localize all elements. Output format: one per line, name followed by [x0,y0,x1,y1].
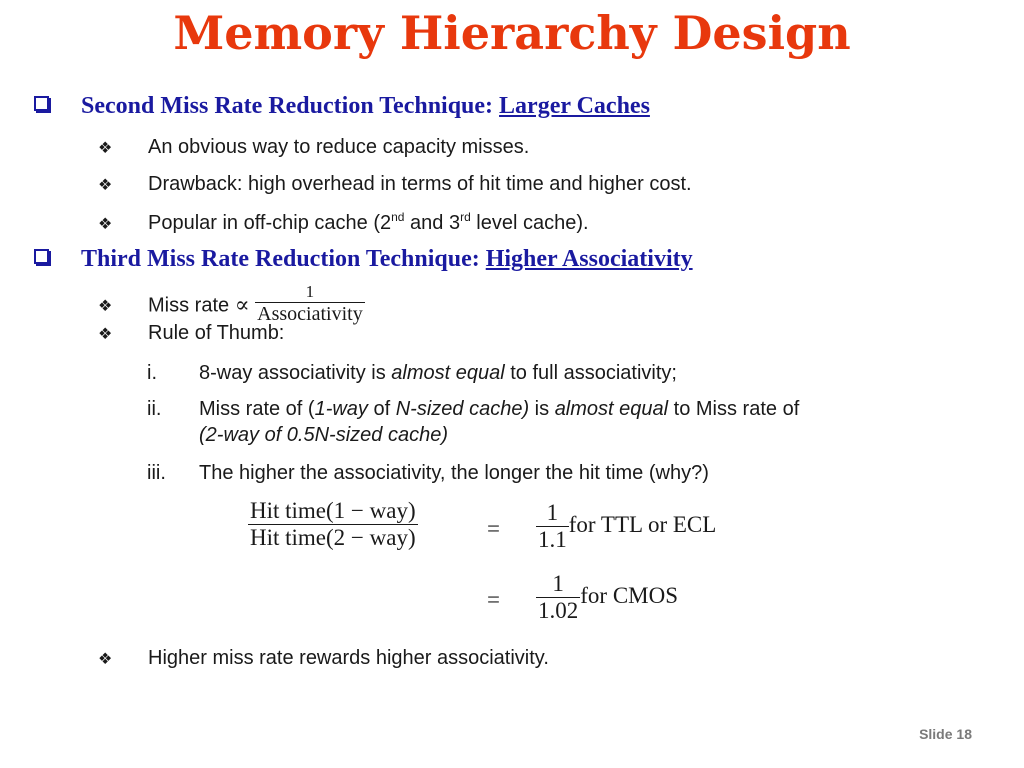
hit-time-ratio-fraction [248,498,418,551]
item-number: iii. [147,462,166,484]
ttl-numerator: 1 [536,500,569,527]
ttl-denominator: 1.1 [538,527,567,552]
heading-link-higher-associativity[interactable]: Higher Associativity [485,246,693,272]
bullet-text: An obvious way to reduce capacity misses. [148,136,530,158]
cmos-label: for CMOS [580,582,679,608]
rule-item-iii [147,462,709,485]
equals-sign: = [487,587,500,612]
bullet-item [98,136,529,159]
diamond-bullet-icon: ❖ [98,216,113,233]
cmos-fraction [536,571,580,624]
diamond-bullet-icon: ❖ [98,326,113,343]
hit-time-numerator: Hit time(1 − way) [250,498,416,523]
diamond-bullet-icon: ❖ [98,298,113,316]
item-continuation: (2-way of 0.5N-sized cache) [199,424,448,446]
slide-number-value: 18 [956,726,972,742]
item-text: 8-way associativity is [199,362,392,384]
bullet-text: Rule of Thumb: [148,322,285,344]
diamond-bullet-icon: ❖ [98,177,113,194]
checkbox-bullet-icon [34,249,49,264]
cmos-numerator: 1 [536,571,580,598]
item-text: of [367,398,396,420]
item-text: is [529,398,555,420]
bullet-text: level cache). [470,212,589,234]
cmos-denominator: 1.02 [538,598,579,623]
heading-text: Second Miss Rate Reduction Technique: [81,93,494,119]
slide-label: Slide [919,726,953,742]
bullet-text: Popular in off-chip cache (2 [148,212,392,234]
item-text: to Miss rate of [668,398,800,420]
item-text: The higher the associativity, the longer the hit time (why?) [199,462,709,484]
diamond-bullet-icon: ❖ [98,651,113,668]
ttl-label: for TTL or ECL [568,511,717,537]
ratio-ttl-ecl [536,500,716,553]
miss-rate-fraction [255,282,365,326]
hit-time-fraction [248,498,418,551]
proportional-symbol: ∝ [234,292,250,318]
bullet-rule-of-thumb [98,322,284,345]
rule-item-i [147,362,677,385]
ratio-cmos [536,571,678,624]
section-heading-larger-caches [34,93,650,120]
diamond-bullet-icon: ❖ [98,140,113,157]
checkbox-bullet-icon [34,96,49,111]
rule-item-ii [147,398,799,454]
item-emphasis: almost equal [391,362,505,384]
bullet-text: Miss rate [148,294,230,317]
item-emphasis: 1-way [314,398,368,420]
equals-sign: = [487,516,500,541]
bullet-text: Drawback: high overhead in terms of hit time and higher cost. [148,173,692,195]
hit-time-denominator: Hit time(2 − way) [250,525,416,550]
fraction-denominator: Associativity [257,303,363,325]
fraction-numerator: 1 [255,282,365,303]
superscript: nd [391,210,405,224]
bullet-item [98,173,692,196]
bullet-text: Higher miss rate rewards higher associativity. [148,647,549,669]
bullet-item [98,210,589,235]
slide-title: Memory Hierarchy Design [173,6,851,60]
item-emphasis: N-sized cache) [395,398,530,420]
item-number: i. [147,362,157,384]
item-text: Miss rate of ( [199,398,315,420]
superscript: rd [460,210,471,224]
heading-link-larger-caches[interactable]: Larger Caches [499,93,650,119]
ttl-fraction [536,500,569,553]
item-text: to full associativity; [504,362,677,384]
bullet-text: and 3 [404,212,461,234]
bullet-item [98,647,549,670]
item-emphasis: almost equal [554,398,669,420]
heading-text: Third Miss Rate Reduction Technique: [81,246,480,272]
item-number: ii. [147,398,162,420]
slide-number [919,726,972,742]
section-heading-higher-associativity [34,246,693,273]
